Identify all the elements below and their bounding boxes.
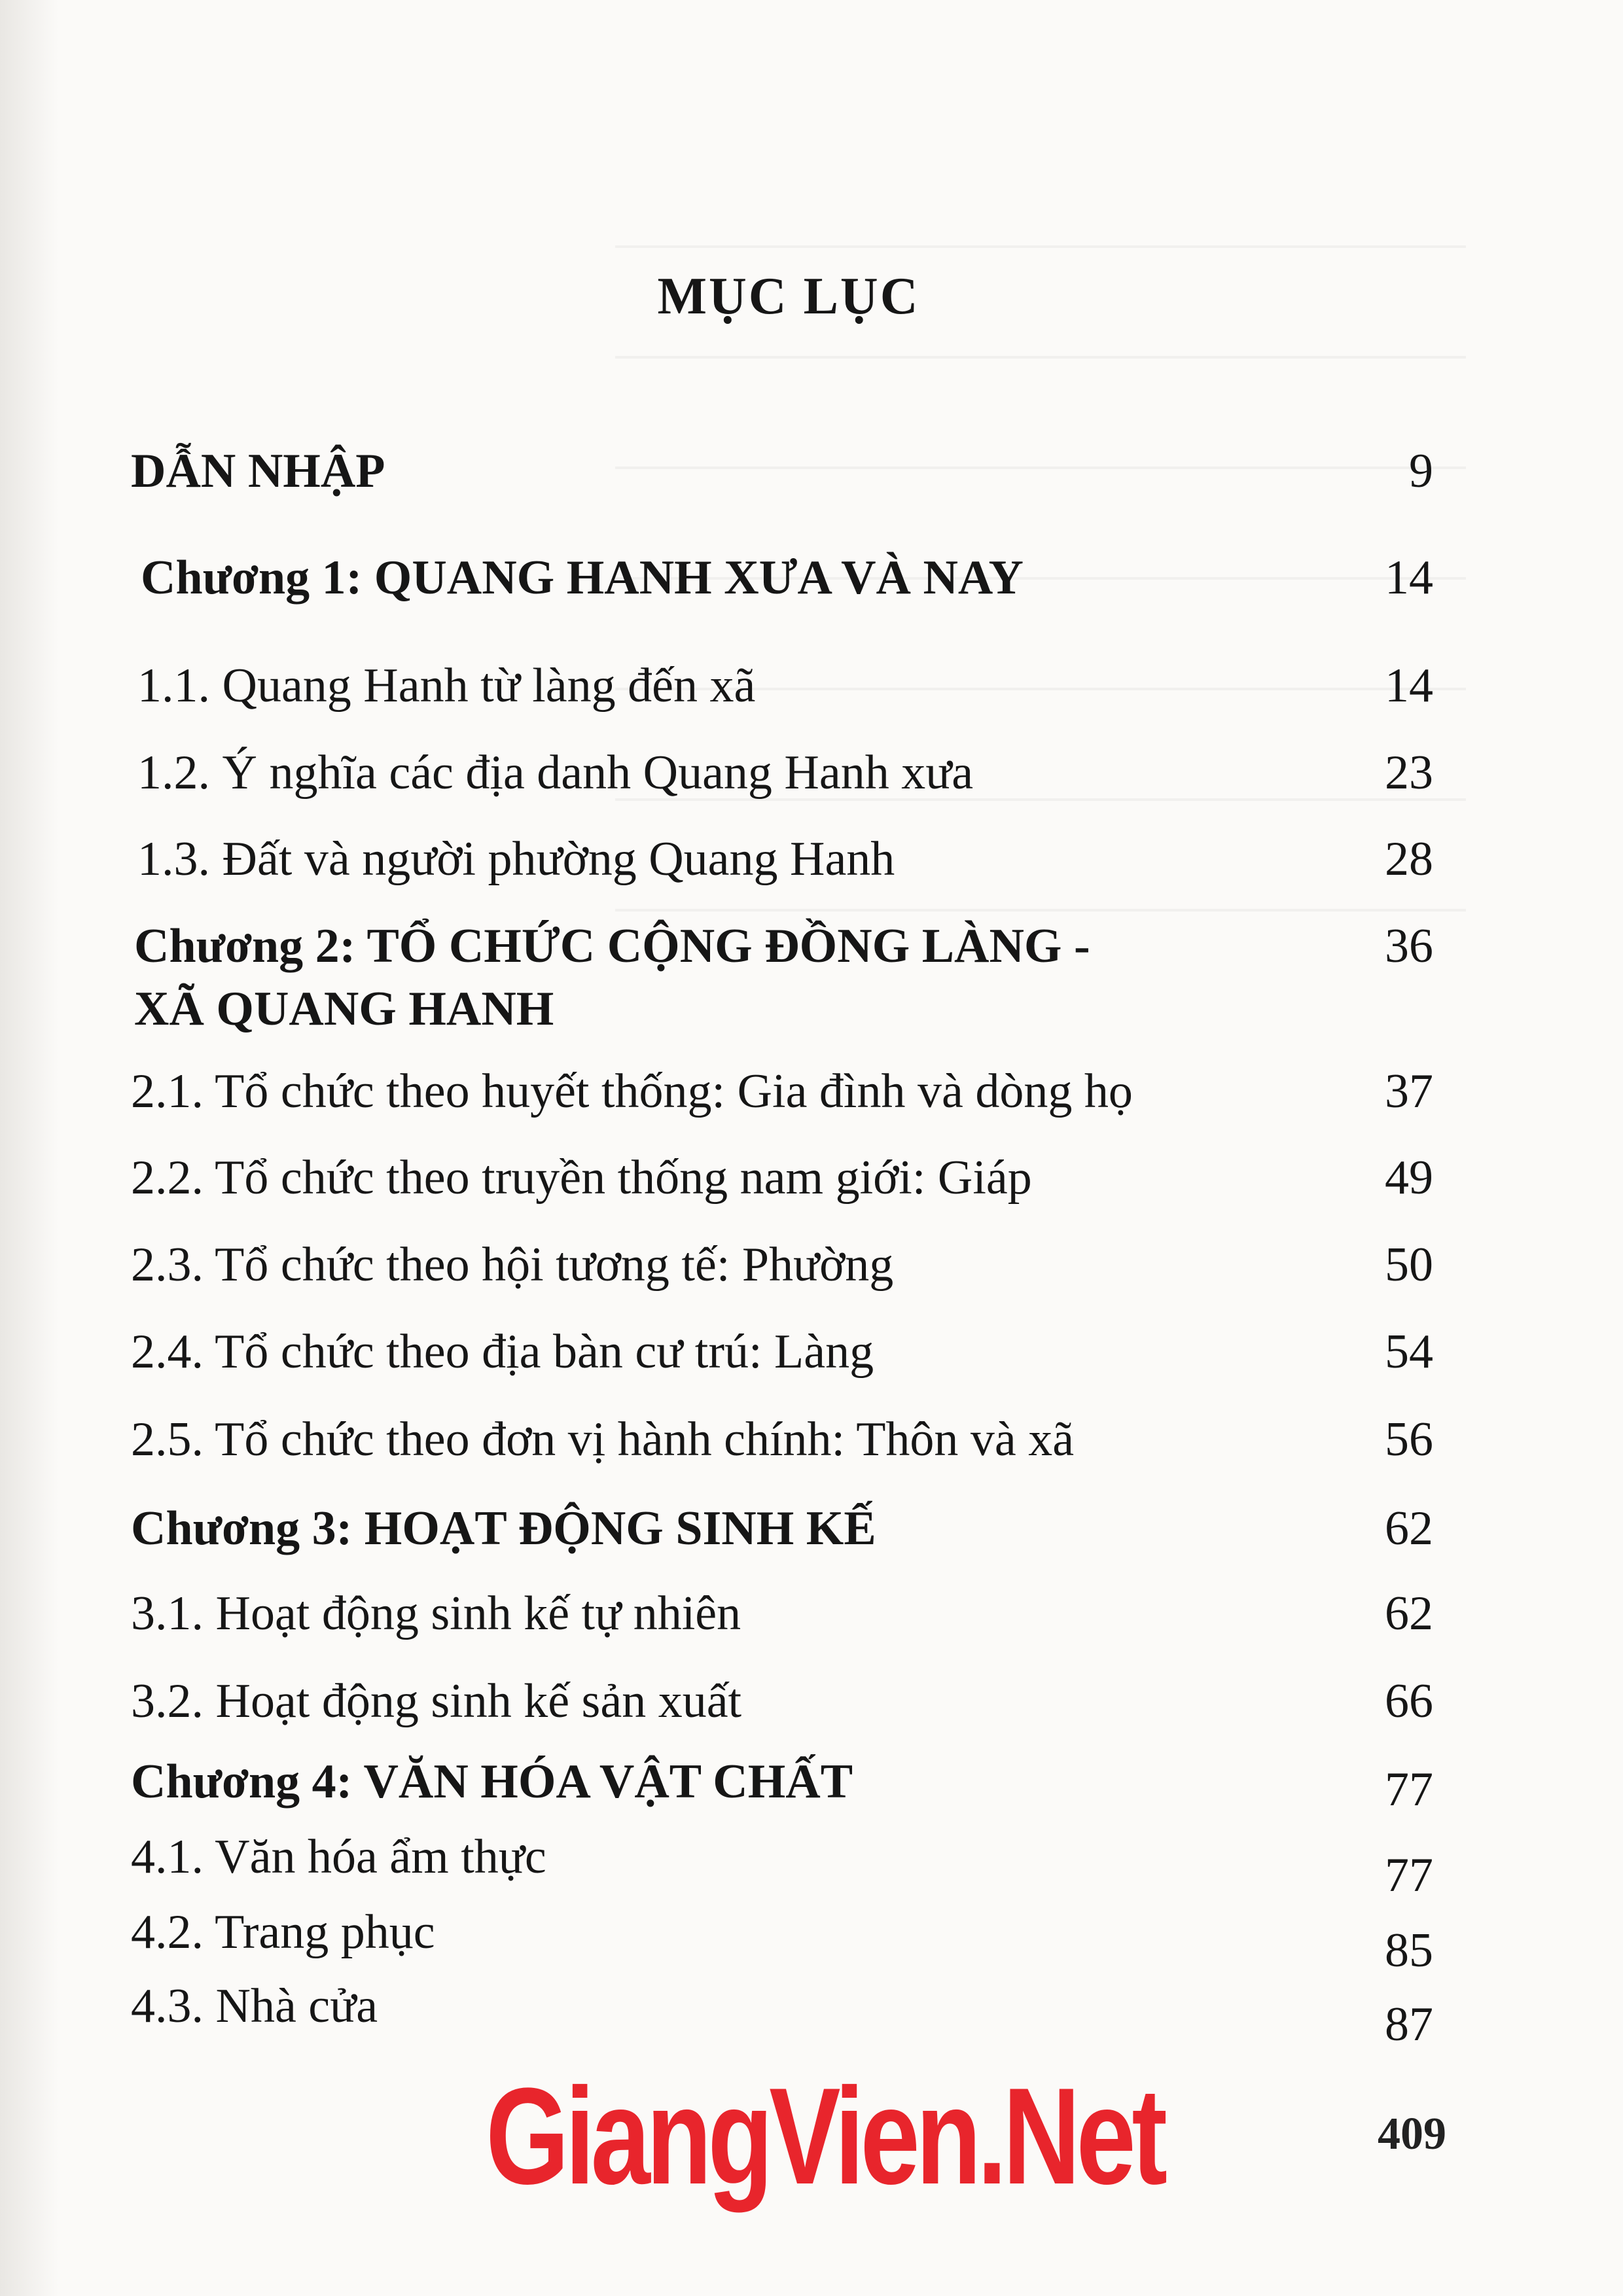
toc-entry (131, 1408, 1433, 1471)
toc-entry-label: 3.1. Hoạt động sinh kế tự nhiên (131, 1587, 741, 1640)
toc-entry-page: 62 (1385, 1587, 1433, 1640)
toc-entry-intro (131, 440, 1433, 503)
toc-entry-label-line1: Chương 2: TỔ CHỨC CỘNG ĐỒNG LÀNG - (134, 919, 1090, 973)
toc-entry-page: 77 (1385, 1848, 1433, 1902)
toc-entry-page: 49 (1385, 1151, 1433, 1205)
toc-entry-page: 36 (1385, 919, 1433, 973)
toc-entry-page: 85 (1385, 1924, 1433, 1977)
toc-entry-label: 3.2. Hoạt động sinh kế sản xuất (131, 1674, 742, 1728)
toc-entry (131, 1320, 1433, 1383)
toc-entry (137, 741, 1433, 804)
toc-chapter-1 (141, 546, 1433, 609)
toc-entry-page: 37 (1385, 1065, 1433, 1118)
toc-entry-label: 2.1. Tổ chức theo huyết thống: Gia đình và dòng họ (131, 1065, 1133, 1118)
toc-entry-label: Chương 4: VĂN HÓA VẬT CHẤT (131, 1755, 853, 1809)
toc-entry-label: DẪN NHẬP (131, 444, 385, 498)
watermark-logo: GiangVien.Net (486, 2059, 1164, 2213)
toc-chapter-2 (134, 915, 1433, 1040)
toc-entry (131, 1670, 1433, 1733)
toc-entry (137, 654, 1433, 717)
toc-entry-label: Chương 3: HOẠT ĐỘNG SINH KẾ (131, 1502, 876, 1555)
toc-chapter-4 (131, 1750, 1433, 1821)
toc-entry (131, 1975, 1433, 2056)
toc-entry-page: 23 (1385, 746, 1433, 800)
toc-entry-page: 28 (1385, 832, 1433, 886)
toc-entry-label (134, 915, 1361, 1040)
toc-entry-label: 1.3. Đất và người phường Quang Hanh (137, 832, 895, 886)
toc-entry-label: 2.4. Tổ chức theo địa bàn cư trú: Làng (131, 1325, 874, 1379)
toc-entry (131, 1901, 1433, 1982)
toc-chapter-3 (131, 1497, 1433, 1560)
page-title: MỤC LỤC (657, 268, 920, 325)
toc-entry-page: 54 (1385, 1325, 1433, 1379)
toc-entry-page: 56 (1385, 1413, 1433, 1466)
toc-entry-page: 87 (1385, 1998, 1433, 2051)
toc-entry-page: 50 (1385, 1238, 1433, 1292)
toc-entry (137, 828, 1433, 891)
toc-entry (131, 1826, 1433, 1907)
toc-entry-label: 4.2. Trang phục (131, 1905, 435, 1959)
toc-entry-label: 1.2. Ý nghĩa các địa danh Quang Hanh xưa (137, 746, 974, 800)
toc-entry-page: 14 (1385, 659, 1433, 713)
toc-entry-label: 4.3. Nhà cửa (131, 1979, 378, 2033)
toc-entry (131, 1582, 1433, 1645)
toc-entry-page: 66 (1385, 1674, 1433, 1728)
toc-entry-label: 2.5. Tổ chức theo đơn vị hành chính: Thôn và xã (131, 1413, 1075, 1466)
toc-entry-page: 14 (1385, 551, 1433, 605)
toc-entry (131, 1146, 1433, 1209)
toc-entry-page: 77 (1385, 1763, 1433, 1816)
toc-entry-label: 4.1. Văn hóa ẩm thực (131, 1830, 546, 1884)
toc-entry-page: 9 (1409, 444, 1433, 498)
toc-entry-label: 2.2. Tổ chức theo truyền thống nam giới: Giáp (131, 1151, 1032, 1205)
toc-entry-label-line2: XÃ QUANG HANH (134, 982, 554, 1036)
toc-entry-label: Chương 1: QUANG HANH XƯA VÀ NAY (141, 551, 1024, 605)
page-gutter-shadow (0, 0, 59, 2296)
page-number: 409 (1378, 2109, 1446, 2159)
toc-entry-page: 62 (1385, 1502, 1433, 1555)
toc-entry-label: 2.3. Tổ chức theo hội tương tế: Phường (131, 1238, 894, 1292)
toc-entry (131, 1233, 1433, 1296)
toc-entry-label: 1.1. Quang Hanh từ làng đến xã (137, 659, 756, 713)
toc-entry (131, 1060, 1433, 1123)
